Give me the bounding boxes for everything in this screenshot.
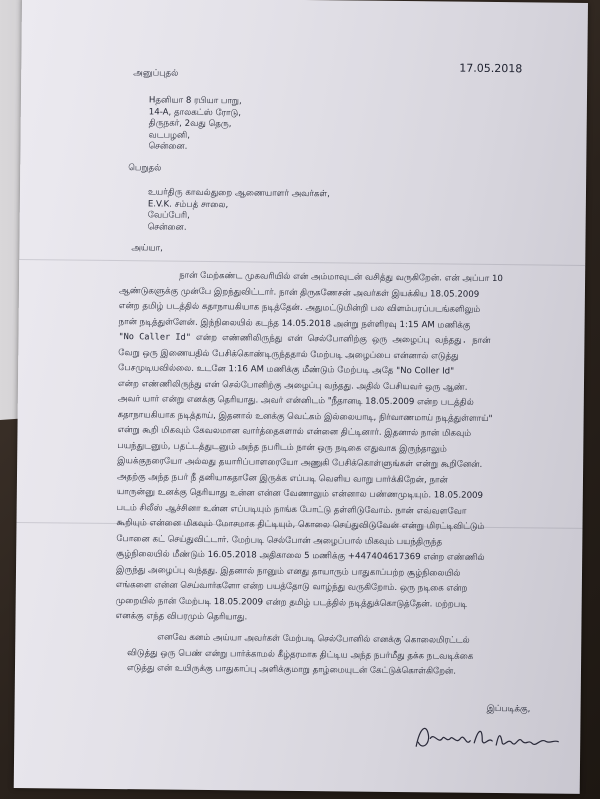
from-label: அனுப்புதல் <box>133 68 179 79</box>
signoff: இப்படிக்கு, <box>486 703 531 715</box>
body-line: எங்களை என்ன செய்வார்களோ என்ற பயத்தோடு வாழ்ந்து வருகிறோம். ஒரு நடிகை என்ற <box>115 580 468 594</box>
salutation: அய்யா, <box>131 243 163 254</box>
body-line: எனக்கு எந்த விபரமும் தெரியாது. <box>115 611 248 623</box>
letter-page <box>14 0 588 794</box>
body-line: அவர் யார் என்று எனக்கு தெரியாது. அவர் என்னிடம் "நீதானடி 18.05.2009 என்ற படத்தில் <box>117 394 474 408</box>
body-line: என்று கூறி மிகவும் கேவலமான வார்த்தைகளால் என்னை திட்டினார். இதனால் நான் மிகவும் <box>117 425 472 439</box>
recipient-address-line: வேப்பேரி, <box>147 210 190 221</box>
body-line: போனை கட் செய்துவிட்டார். மேற்படி செல்போன் அழைப்பால் மிகவும் பயந்திருந்த <box>116 533 443 547</box>
body-line: இருந்து அழைப்பு வந்தது. இதனால் நானும் எனது தாயாரும் பாதுகாப்பற்ற சூழ்நிலையில் <box>115 564 461 579</box>
closing-line: எடுத்து என் உயிருக்கு பாதுகாப்பு அளிக்குமாறு தாழ்மையுடன் கேட்டுக்கொள்கிறேன். <box>126 663 457 677</box>
recipient-address <box>148 187 330 235</box>
body-line: கதாநாயகியாக நடித்தாய், இதனால் உனக்கு வெட்கம் இல்லையாடி, நிர்வாணமாய் நடித்துள்ளாய்" <box>117 409 493 424</box>
recipient-address-line: E.V.K. சம்பத் சாலை, <box>147 198 229 210</box>
body-line: முறையில் நான் மேற்படி 18.05.2009 என்ற தமிழ் படத்தில் நடித்துக்கொடுத்தேன். மற்றபடி <box>115 595 468 610</box>
body-line: என்ற எண்ணிலிருந்து என் செல்போனிற்கு அழைப்பு வந்தது. அதில் பேசியவர் ஒரு ஆண். <box>117 378 468 393</box>
body-line: வேறு ஒரு இணையதில் பேசிக்கொண்டிருந்ததால் மேற்படி அழைப்பை என்னால் எடுத்து <box>118 347 459 362</box>
closing-line: விடுத்து ஒரு பெண் என்று பார்க்காமல் கீழ்தரமாக திட்டிய அந்த நபர்மீது தக்க நடவடிக்கை <box>127 647 474 662</box>
body-line: ஆண்டுகளுக்கு முன்பே இறந்துவிட்டார். நான் திருகணேசன் அவர்கள் இயக்கிய 18.05.2009 <box>118 285 480 300</box>
body-line: கூறியும் என்னை மிகவும் மோசமாக திட்டியும், கொலை செய்துவிடுவேன் என்று மிரட்டிவிட்டும் <box>116 518 485 532</box>
body-line: இயக்குநரையோ அல்லது தயாரிப்பாளரையோ அணுகி பேசிக்கொள்ளுங்கள் என்று கூறினேன். <box>117 456 483 470</box>
closing-paragraph <box>127 630 557 681</box>
body-line: என்ற தமிழ் படத்தில் கதாநாயகியாக நடித்தேன். அதுமட்டுமின்றி பல விளம்பரப்படங்களிலும் <box>118 301 481 315</box>
body-line: "No Caller Id" என்ற எண்ணிலிருந்து என் செல்போனிற்கு ஒரு அழைப்பு வந்தது. நான் <box>118 332 491 346</box>
sender-address-line: 14-A, தாலகட்ஸ் ரோடு, <box>148 106 242 118</box>
recipient-address-line: உயர்திரு காவல்துறை ஆணையாளர் அவர்கள், <box>147 187 330 200</box>
body-line: அதற்கு அந்த நபர் நீ தனியாகதானே இருக்க எப்படி வெளிய வாறு பார்க்கிறேன், நான் <box>116 471 448 486</box>
sender-address <box>148 95 241 154</box>
body-line: நான் நடித்துள்ளேன். இந்நிலையில் கடந்த 14.05.2018 அன்று நள்ளிரவு 1:15 AM மணிக்கு <box>118 316 471 331</box>
sender-address-line: வடபழனி, <box>148 130 191 141</box>
sender-address-line: சென்னை. <box>148 141 188 153</box>
to-label: பெறுதல் <box>128 163 162 174</box>
recipient-address-line: சென்னை. <box>147 222 187 233</box>
letter-date: 17.05.2018 <box>459 61 523 76</box>
body-line: சூழ்நிலையில் மீண்டும் 16.05.2018 அதிகாலை 5 மணிக்கு +447404617369 என்ற எண்ணில் <box>116 549 485 563</box>
sender-address-line: Hதனியா 8 ரபியா பாறு, <box>148 95 242 107</box>
letter-body <box>115 268 559 629</box>
body-line: யாருன்னு உனக்கு தெரியாது உன்ன என்ன வேணாலும் என்னால பண்ணமுடியும். 18.05.2009 <box>116 487 484 501</box>
body-line: பயந்துடனும், பதட்டத்துடனும் அந்த நபரிடம் நான் ஒரு நடிகை எதுவாக இருந்தாலும் <box>117 440 447 455</box>
body-line: படம் சிலீஸ் ஆச்சினா உன்ன எப்படியும் நாங்க போட்டு தள்ளிடுவோம். நான் எவ்வளவோ <box>116 502 467 517</box>
sender-address-line: திருநகர், 2வது தெரு, <box>148 118 232 130</box>
handwritten-signature <box>412 716 562 758</box>
body-line: நான் மேற்கண்ட முகவரியில் என் அம்மாவுடன் வசித்து வருகிறேன். என் அப்பா 10 <box>179 270 503 285</box>
paper-fold-line <box>19 259 585 266</box>
closing-line: எனவே கனம் அய்யா அவர்கள் மேற்படி செல்போனில் எனக்கு கொலைமிரட்டல் <box>157 632 470 646</box>
body-line: பேசமுடியவில்லை. உடனே 1:16 AM மணிக்கு மீண்டும் மேற்படி அதே "No Coller Id" <box>118 363 455 377</box>
